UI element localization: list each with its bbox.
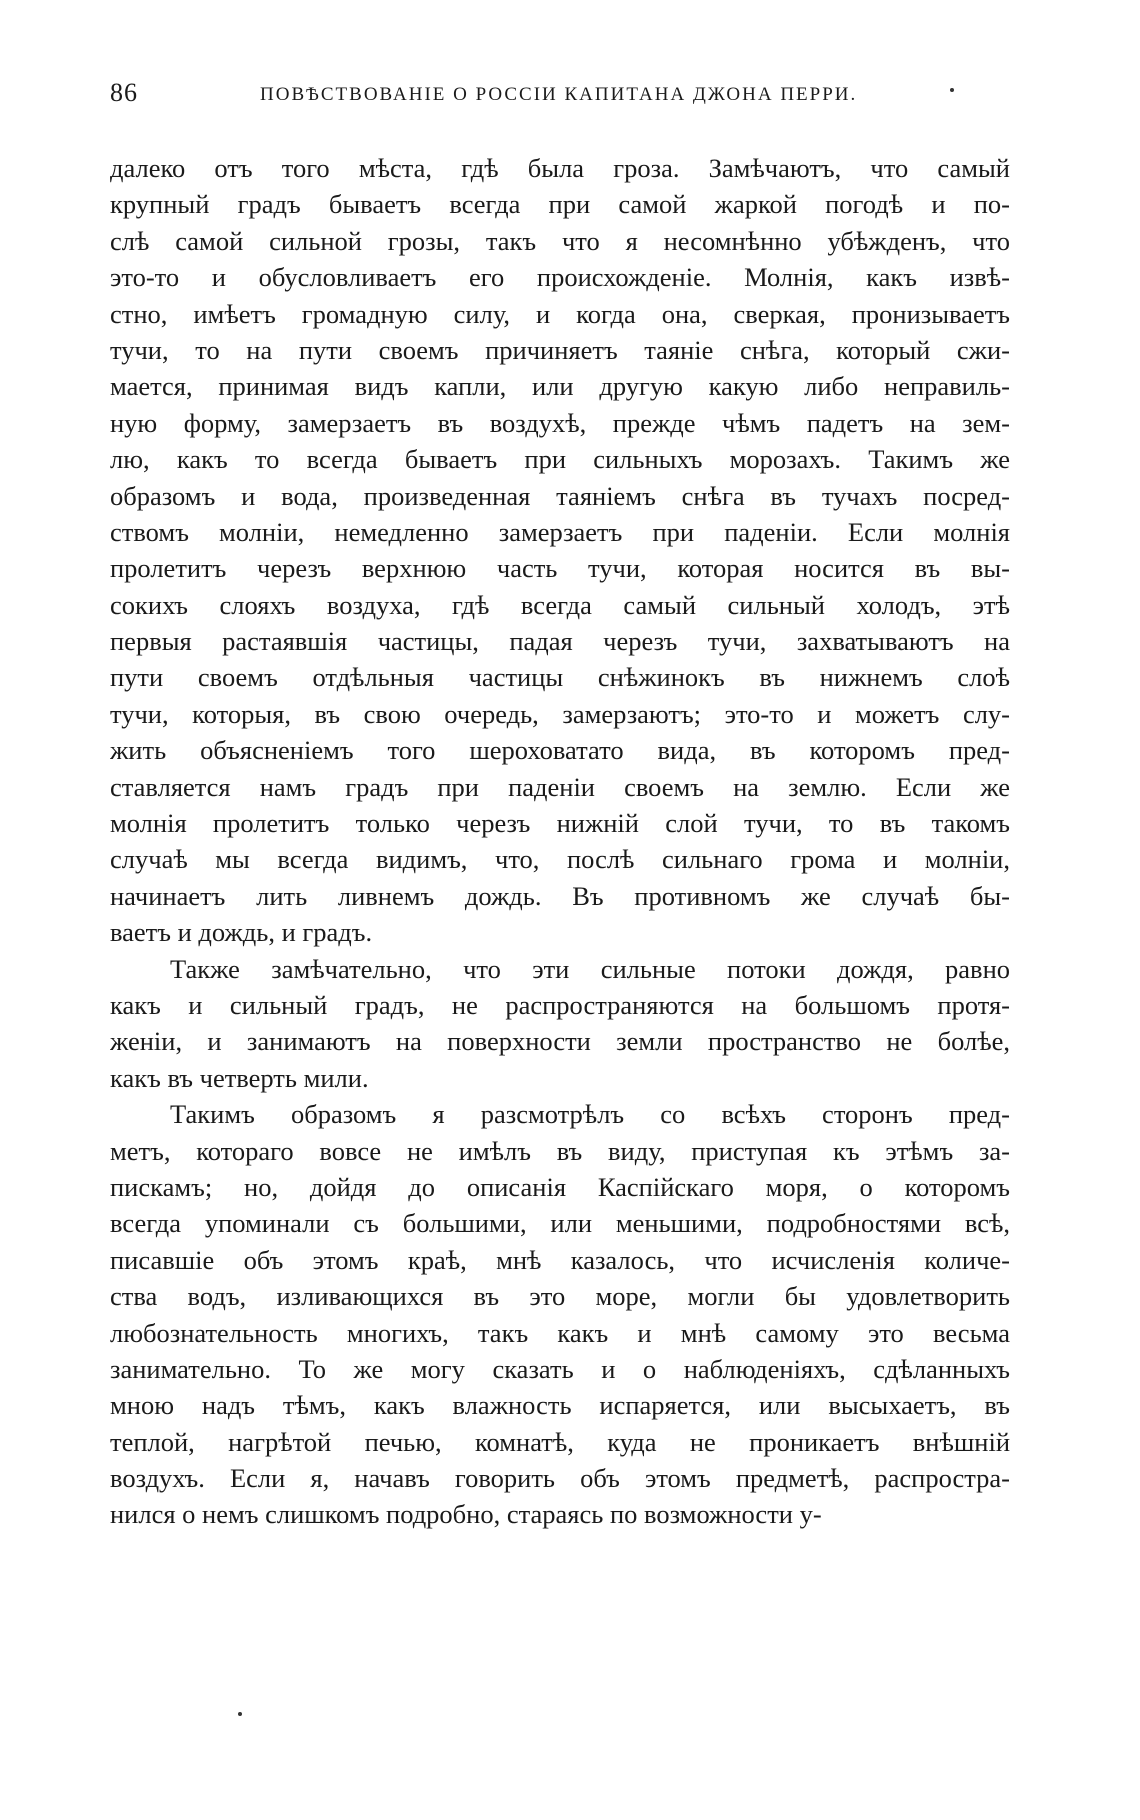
text-line: молнія пролетитъ только черезъ нижній слой тучи, то въ такомъ bbox=[110, 808, 1010, 839]
text-line: далеко отъ того мѣста, гдѣ была гроза. Замѣчаютъ, что самый bbox=[110, 153, 1010, 183]
text-line: крупный градъ бываетъ всегда при самой жаркой погодѣ и по- bbox=[110, 189, 1010, 220]
text-line: любознательность многихъ, такъ какъ и мнѣ самому это весьма bbox=[110, 1317, 1010, 1348]
text-line: писавшіе объ этомъ краѣ, мнѣ казалось, что исчисленія количе- bbox=[110, 1244, 1010, 1275]
text-line: ства водъ, изливающихся въ это море, могли бы удовлетворить bbox=[110, 1281, 1010, 1312]
text-line: занимательно. То же могу сказать и о наблюденіяхъ, сдѣланныхъ bbox=[110, 1353, 1010, 1384]
text-line: какъ и сильный градъ, не распространяются на большомъ протя- bbox=[110, 989, 1010, 1020]
text-line: ставляется намъ градъ при паденіи своемъ на землю. Если же bbox=[110, 771, 1010, 802]
text-line: воздухъ. Если я, начавъ говорить объ этомъ предметѣ, распростра- bbox=[110, 1463, 1010, 1494]
page-header bbox=[110, 78, 1010, 118]
paragraph bbox=[110, 951, 1010, 1097]
text-line: слѣ самой сильной грозы, такъ что я несомнѣнно убѣжденъ, что bbox=[110, 225, 1010, 256]
paragraph bbox=[110, 150, 1010, 951]
text-line: женіи, и занимаютъ на поверхности земли пространство не болѣе, bbox=[110, 1026, 1010, 1057]
text-line: образомъ и вода, произведенная таяніемъ снѣга въ тучахъ посред- bbox=[110, 480, 1010, 511]
running-title: ПОВѢСТВОВАНІЕ О РОССІИ КАПИТАНА ДЖОНА ПЕРРИ. bbox=[260, 84, 858, 105]
text-line: пискамъ; но, дойдя до описанія Каспійскаго моря, о которомъ bbox=[110, 1171, 1010, 1202]
body-text bbox=[110, 150, 1010, 1533]
text-line: лю, какъ то всегда бываетъ при сильныхъ морозахъ. Такимъ же bbox=[110, 444, 1010, 475]
text-line: тучи, то на пути своемъ причиняетъ таяніе снѣга, который сжи- bbox=[110, 334, 1010, 365]
paragraph bbox=[110, 1096, 1010, 1533]
page-number: 86 bbox=[110, 78, 138, 107]
text-line: стно, имѣетъ громадную силу, и когда она, сверкая, пронизываетъ bbox=[110, 298, 1010, 329]
text-line: ствомъ молніи, немедленно замерзаетъ при паденіи. Если молнія bbox=[110, 516, 1010, 547]
paper-speck bbox=[950, 88, 954, 92]
text-line: случаѣ мы всегда видимъ, что, послѣ сильнаго грома и молніи, bbox=[110, 844, 1010, 875]
text-line: мною надъ тѣмъ, какъ влажность испаряется, или высыхаетъ, въ bbox=[110, 1390, 1010, 1421]
text-line: Также замѣчательно, что эти сильные потоки дождя, равно bbox=[170, 953, 1010, 984]
text-line: какъ въ четверть мили. bbox=[110, 1062, 369, 1093]
text-line: тучи, которыя, въ свою очередь, замерзаютъ; это-то и можетъ слу- bbox=[110, 698, 1010, 729]
text-line: Такимъ образомъ я разсмотрѣлъ со всѣхъ сторонъ пред- bbox=[170, 1099, 1010, 1130]
text-line: ваетъ и дождь, и градъ. bbox=[110, 917, 373, 948]
text-line: теплой, нагрѣтой печью, комнатѣ, куда не проникаетъ внѣшній bbox=[110, 1426, 1010, 1457]
text-line: жить объясненіемъ того шероховатато вида, въ которомъ пред- bbox=[110, 735, 1010, 766]
paper-speck bbox=[238, 1712, 242, 1716]
text-line: метъ, котораго вовсе не имѣлъ въ виду, приступая къ этѣмъ за- bbox=[110, 1135, 1010, 1166]
text-line: мается, принимая видъ капли, или другую какую либо неправиль- bbox=[110, 371, 1010, 402]
text-line: пути своемъ отдѣльныя частицы снѣжинокъ въ нижнемъ слоѣ bbox=[110, 662, 1010, 693]
text-line: сокихъ слояхъ воздуха, гдѣ всегда самый сильный холодъ, этѣ bbox=[110, 589, 1010, 620]
text-line: всегда упоминали съ большими, или меньшими, подробностями всѣ, bbox=[110, 1208, 1010, 1239]
text-line: начинаетъ лить ливнемъ дождь. Въ противномъ же случаѣ бы- bbox=[110, 880, 1010, 911]
text-line: нился о немъ слишкомъ подробно, стараясь по возможности у- bbox=[110, 1499, 822, 1530]
text-line: ную форму, замерзаетъ въ воздухѣ, прежде чѣмъ падетъ на зем- bbox=[110, 407, 1010, 438]
text-line: пролетитъ черезъ верхнюю часть тучи, которая носится въ вы- bbox=[110, 553, 1010, 584]
text-line: первыя растаявшія частицы, падая черезъ тучи, захватываютъ на bbox=[110, 626, 1010, 657]
text-line: это-то и обусловливаетъ его происхожденіе. Молнія, какъ извѣ- bbox=[110, 262, 1010, 293]
